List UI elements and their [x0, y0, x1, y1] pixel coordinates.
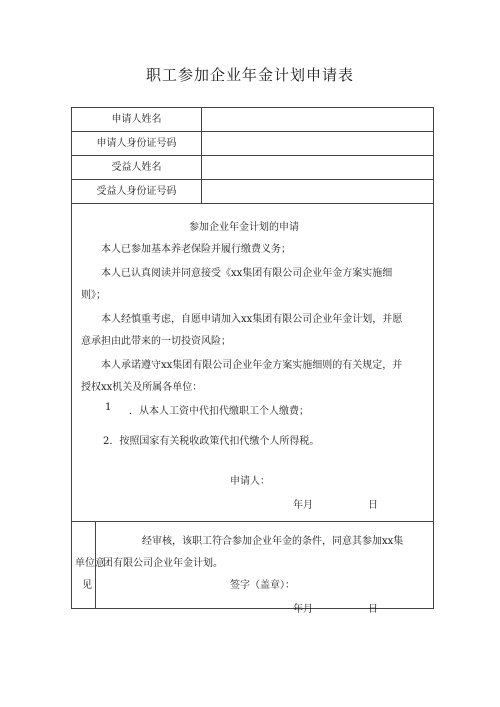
- applicant-name-label: 申请人姓名: [72, 108, 202, 131]
- applicant-name-row: [72, 108, 433, 132]
- applicant-id-row: [72, 132, 433, 156]
- unit-opinion-content: [96, 522, 433, 615]
- application-statement: [72, 204, 433, 522]
- unit-opinion-label-cell: [72, 522, 105, 608]
- beneficiary-name-label: 受益人姓名: [72, 156, 202, 179]
- unit-opinion-line-1: 经审核，该职工符合参加企业年金的条件，同意其参加xx集: [142, 536, 404, 547]
- unit-opinion-label-line-1: 单位意: [75, 558, 105, 569]
- beneficiary-name-row: [72, 156, 433, 180]
- beneficiary-name-field[interactable]: [202, 156, 433, 179]
- paragraph-3-line-2: 意承担由此带来的一切投资风险；: [81, 336, 231, 347]
- beneficiary-id-row: [72, 180, 433, 204]
- beneficiary-id-field[interactable]: [202, 180, 433, 203]
- paragraph-4-line-1: 本人承诺遵守xx集团有限公司企业年金方案实施细则的有关规定，并: [101, 360, 403, 371]
- unit-signature-label: 签字（盖章）：: [230, 580, 295, 591]
- paragraph-2-line-2: 则》；: [81, 290, 106, 301]
- applicant-name-field[interactable]: [202, 108, 433, 131]
- beneficiary-id-label: 受益人身份证号码: [72, 180, 202, 203]
- paragraph-2-line-1: 本人已认真阅读并同意接受《xx集团有限公司企业年金方案实施细: [101, 268, 393, 279]
- paragraph-4-line-2: 授权xx机关及所属各单位：: [81, 382, 203, 393]
- unit-opinion-label-line-2: 见: [82, 580, 92, 591]
- application-date-day: 日: [368, 500, 378, 511]
- application-date-year-month: 年月: [293, 500, 313, 511]
- unit-date-year-month: 年月: [293, 604, 313, 615]
- applicant-id-label: 申请人身份证号码: [72, 132, 202, 155]
- applicant-id-field[interactable]: [202, 132, 433, 155]
- applicant-signature-label: 申请人：: [230, 476, 270, 487]
- item-2-text: 2．按照国家有关税收政策代扣代缴个人所得税。: [103, 436, 320, 447]
- application-form: [71, 107, 434, 615]
- item-1-text: ．从本人工资中代扣代缴职工个人缴费；: [129, 406, 309, 417]
- application-heading: 参加企业年金计划的申请: [189, 222, 299, 233]
- paragraph-1: 本人已参加基本养老保险并履行缴费义务；: [101, 244, 291, 255]
- unit-date-day: 日: [368, 604, 378, 615]
- form-title: 职工参加企业年金计划申请表: [145, 66, 354, 84]
- item-1-number: 1: [105, 402, 112, 413]
- paragraph-3-line-1: 本人经慎重考虑，自愿申请加入xx集团有限公司企业年金计划，并愿: [101, 314, 403, 325]
- unit-opinion-line-2: 团有限公司企业年金计划。: [103, 558, 223, 569]
